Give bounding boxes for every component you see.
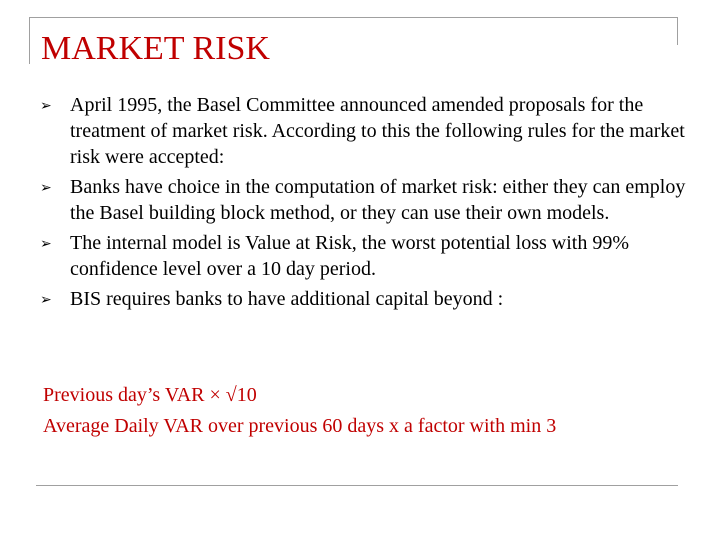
bullet-item xyxy=(40,92,710,170)
frame-top-line xyxy=(29,17,678,18)
bullet-item xyxy=(40,286,710,312)
bullet-text: Banks have choice in the computation of market risk: either they can employ the Basel building block method, or they can use their own models. xyxy=(70,176,686,224)
frame-right-line xyxy=(677,17,678,45)
bullet-item xyxy=(40,174,710,226)
bullet-list xyxy=(40,92,710,316)
bullet-item xyxy=(40,230,710,282)
frame-bottom-line xyxy=(36,485,678,486)
bullet-text: April 1995, the Basel Committee announced amended proposals for the treatment of market risk. According to this the following rules for the market risk were accepted: xyxy=(70,94,685,168)
arrow-bullet-icon: ➢ xyxy=(40,236,52,252)
arrow-bullet-icon: ➢ xyxy=(40,180,52,196)
slide-title: MARKET RISK xyxy=(41,30,270,67)
formula-line-average-daily: Average Daily VAR over previous 60 days x a factor with min 3 xyxy=(43,415,557,437)
arrow-bullet-icon: ➢ xyxy=(40,292,52,308)
bullet-text: The internal model is Value at Risk, the worst potential loss with 99% confidence level over a 10 day period. xyxy=(70,232,629,280)
frame-left-line xyxy=(29,17,30,64)
formula-notes xyxy=(43,380,703,442)
arrow-bullet-icon: ➢ xyxy=(40,98,52,114)
formula-line-previous-day: Previous day’s VAR × √10 xyxy=(43,384,257,406)
bullet-text: BIS requires banks to have additional capital beyond : xyxy=(70,288,504,310)
